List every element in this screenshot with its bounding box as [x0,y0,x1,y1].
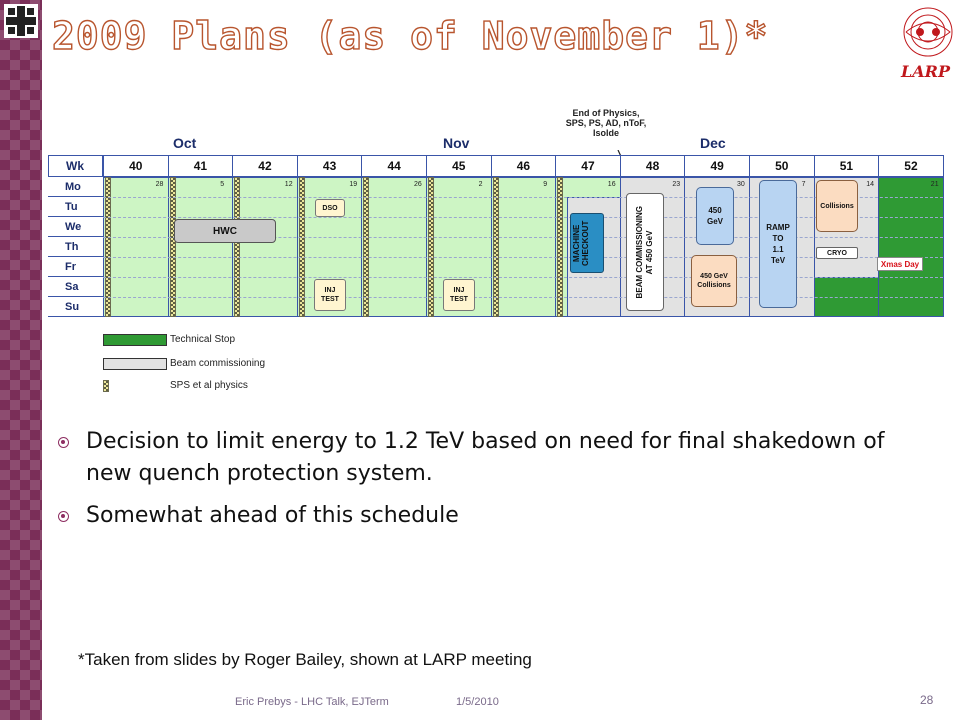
left-decorative-strip [0,0,42,720]
month-label: Nov [443,135,470,151]
week-header: 45 [426,155,492,177]
sps-physics-marker [105,177,111,317]
legend-swatch [103,380,109,392]
beam-commissioning-line: AT 450 GeV [645,230,654,274]
ramp-line: TeV [770,256,786,265]
footer-page-number: 28 [920,693,934,707]
month-label: Dec [700,135,726,151]
slide-title: 2009 Plans (as of November 1)* [52,14,769,58]
legend-label: SPS et al physics [170,380,248,391]
monday-date: 30 [737,181,745,188]
day-separator [103,297,943,298]
monday-date: 21 [930,181,939,188]
week-row-label: Wk [48,155,103,177]
day-label: Mo [48,177,103,197]
sps-physics-marker [234,177,240,317]
monday-date: 16 [607,181,616,188]
collisions-450-line: 450 GeV [700,273,728,280]
beam-commissioning-block [626,193,664,311]
beam-commissioning-line: BEAM COMMISSIONING [635,205,644,299]
monday-date: 2 [478,181,483,188]
week-header: 42 [232,155,298,177]
legend-item-technical-stop [103,334,303,346]
monday-date: 5 [220,181,225,188]
larp-logo-text: LARP [901,62,950,81]
dso-block: DSO [315,199,345,217]
fermilab-logo-icon [2,2,40,40]
ramp-block [759,180,797,308]
week-column [232,177,298,317]
inj-test-block [443,279,475,311]
monday-date: 28 [155,181,164,188]
legend-item-sps-physics [103,380,303,392]
monday-date: 14 [866,181,874,188]
bullet-list [58,426,918,542]
hwc-block: HWC [174,219,276,243]
day-label: Sa [48,277,103,297]
week-header: 51 [814,155,880,177]
bullet-icon [58,511,69,522]
monday-date: 23 [672,181,681,188]
inj-test-line: INJ [324,287,336,294]
gev-450-line: GeV [706,217,723,226]
collisions-450-block [691,255,737,307]
cryo-block: CRYO [816,247,858,259]
monday-date: 12 [284,181,293,188]
footer-date: 1/5/2010 [456,696,499,708]
end-of-physics-note [546,108,666,138]
sps-physics-marker [557,177,563,317]
monday-date: 7 [801,181,806,188]
week-header: 41 [168,155,234,177]
week-column [491,177,557,317]
end-of-physics-line: SPS, PS, AD, nToF, [565,118,647,128]
bullet-item [58,426,918,490]
day-label: Th [48,237,103,257]
beam-commissioning-label [635,206,655,298]
week-header: 49 [684,155,750,177]
legend-swatch [103,358,167,370]
schedule-grid [48,135,943,315]
monday-date: 9 [543,181,548,188]
sps-physics-marker [428,177,434,317]
inj-test-line: TEST [450,296,468,303]
day-label: Tu [48,197,103,217]
legend-label: Technical Stop [170,334,236,345]
week-column [361,177,427,317]
week-header: 44 [361,155,427,177]
bullet-text: Decision to limit energy to 1.2 TeV based on need for final shakedown of new quench protection system. [86,429,885,486]
inj-test-line: INJ [453,287,465,294]
month-label: Oct [173,135,197,151]
bullet-item [58,500,918,532]
footer-author: Eric Prebys - LHC Talk, EJTerm [235,696,389,708]
legend-item-beam-commissioning [103,358,303,370]
collisions-block: Collisions [816,180,858,232]
legend-swatch [103,334,167,346]
day-label: Fr [48,257,103,277]
inj-test-line: TEST [321,296,339,303]
larp-logo-icon [898,2,958,62]
ramp-line: RAMP [766,223,790,232]
end-of-physics-line: Isolde [592,128,619,138]
week-header: 48 [620,155,686,177]
week-header: 43 [297,155,363,177]
week-header: 47 [555,155,621,177]
footnote: *Taken from slides by Roger Bailey, shown at LARP meeting [78,650,532,669]
bullet-icon [58,437,69,448]
day-separator [103,277,943,278]
gev-450-block [696,187,734,245]
sps-physics-marker [363,177,369,317]
ramp-line: 1.1 [772,245,784,254]
sps-physics-marker [493,177,499,317]
day-label: Su [48,297,103,317]
sps-physics-marker [170,177,176,317]
monday-date: 19 [349,181,358,188]
end-of-physics-line: End of Physics, [572,108,640,118]
week-header: 46 [491,155,557,177]
week-column [103,177,169,317]
week-header: 40 [103,155,169,177]
xmas-day-block: Xmas Day [877,257,923,271]
week-column [878,177,944,317]
machine-checkout-block [570,213,604,273]
day-label: We [48,217,103,237]
gev-450-line: 450 [708,206,722,215]
ramp-line: TO [772,234,784,243]
week-header: 52 [878,155,944,177]
collisions-450-line: Collisions [697,282,731,289]
bullet-text: Somewhat ahead of this schedule [86,503,459,528]
legend-label: Beam commissioning [170,358,266,369]
machine-checkout-label: MACHINE CHECKOUT [572,220,590,266]
monday-date: 26 [414,181,422,188]
sps-physics-marker [299,177,305,317]
week-header: 50 [749,155,815,177]
inj-test-block [314,279,346,311]
week-column [168,177,234,317]
